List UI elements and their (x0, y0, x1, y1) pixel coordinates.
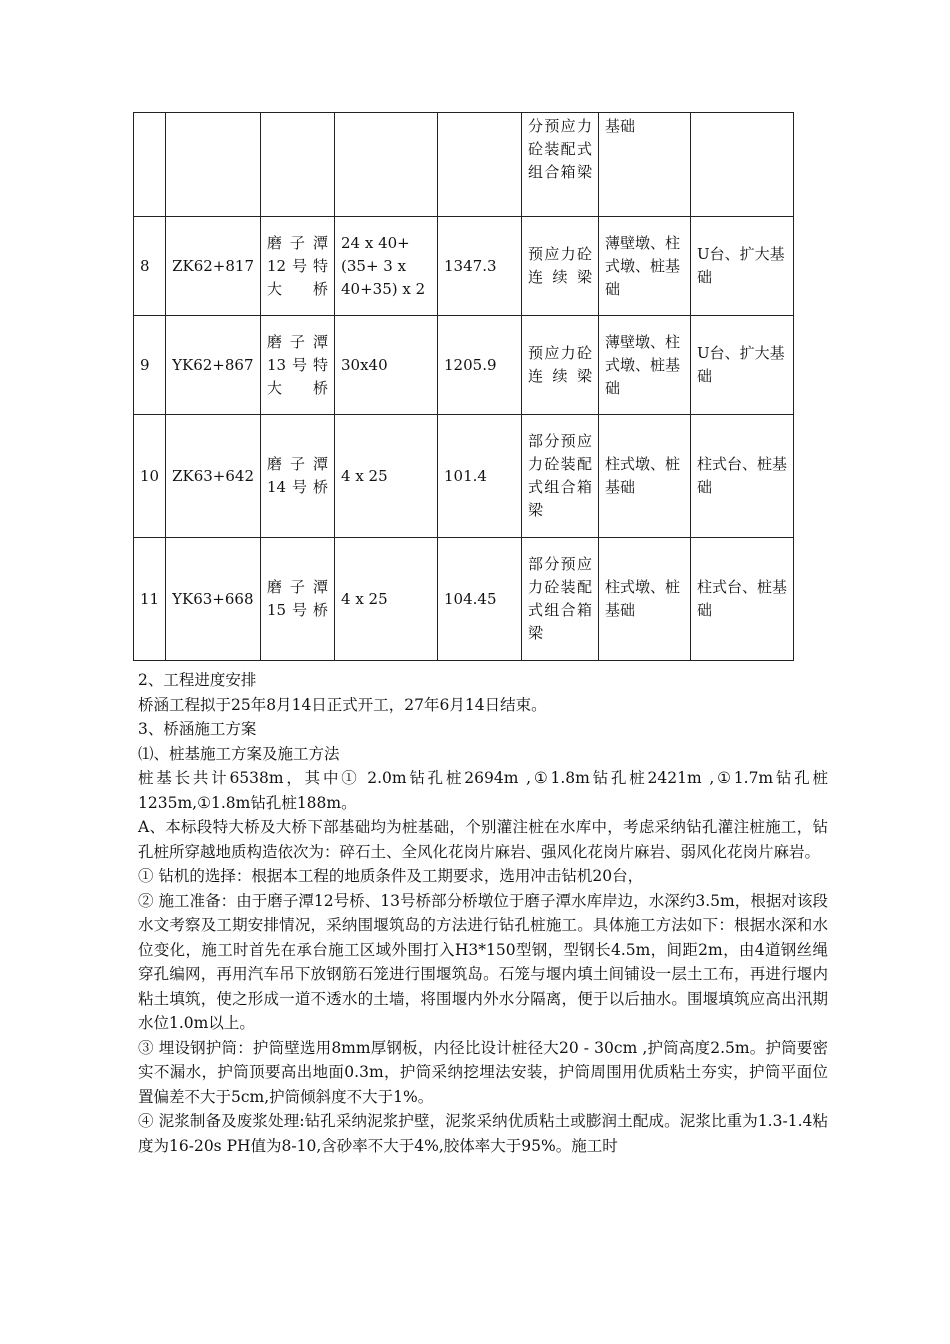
bridge-table (133, 112, 794, 661)
cell-span: 24 x 40+(35+ 3 x 40+35) x 2 (335, 217, 438, 316)
cell-length (438, 113, 522, 217)
body-text (138, 668, 828, 1158)
cell-name (261, 113, 335, 217)
cell-name: 磨子潭13号特大桥 (261, 316, 335, 415)
cell-no: 11 (134, 538, 166, 661)
cell-station: YK62+867 (166, 316, 261, 415)
cell-span: 30x40 (335, 316, 438, 415)
cell-superstructure: 预应力砼连续梁 (522, 217, 599, 316)
item-casing: ③ 埋设钢护筒：护筒壁选用8mm厚钢板，内径比设计桩径大20 - 30cm ,护筒高度2.5m。护筒要密实不漏水，护筒顶要高出地面0.3m，护筒采纳挖埋法安装，护筒周围用优质粘土夯实，护筒平面位置偏差不大于5cm,护筒倾斜度不大于1%。 (138, 1038, 828, 1106)
cell-superstructure: 分预应力砼装配式组合箱梁 (522, 113, 599, 217)
cell-span: 4 x 25 (335, 538, 438, 661)
section-heading-schedule: 2、工程进度安排 (138, 671, 257, 689)
cell-name: 磨子潭15号桥 (261, 538, 335, 661)
table-row (134, 113, 794, 217)
schedule-paragraph: 桥涵工程拟于25年8月14日正式开工，27年6月14日结束。 (138, 695, 547, 714)
item-mud: ④ 泥浆制备及废浆处理:钻孔采纳泥浆护壁，泥浆采纳优质粘土或膨润土配成。泥浆比重为1.3-1.4粘度为16-20s PH值为8-10,含砂率不大于4%,胶体率大于95%。施工时 (138, 1112, 828, 1155)
table-row (134, 538, 794, 661)
cell-substructure: 薄壁墩、柱式墩、桩基础 (599, 316, 691, 415)
cell-no (134, 113, 166, 217)
cell-no: 9 (134, 316, 166, 415)
cell-station (166, 113, 261, 217)
cell-span (335, 113, 438, 217)
table-row (134, 217, 794, 316)
cell-station: YK63+668 (166, 538, 261, 661)
paragraph-a: A、本标段特大桥及大桥下部基础均为桩基础，个别灌注桩在水库中，考虑采纳钻孔灌注桩施工，钻孔桩所穿越地质构造依次为：碎石土、全风化花岗片麻岩、强风化花岗片麻岩、弱风化花岗片麻岩。 (138, 818, 828, 861)
cell-name: 磨子潭12号特大桥 (261, 217, 335, 316)
cell-station: ZK62+817 (166, 217, 261, 316)
section-heading-plan: 3、桥涵施工方案 (138, 720, 257, 738)
cell-substructure: 柱式墩、桩基础 (599, 415, 691, 538)
cell-superstructure: 预应力砼连续梁 (522, 316, 599, 415)
subsection-heading-pile: ⑴、桩基施工方案及施工方法 (138, 744, 340, 763)
cell-substructure: 薄壁墩、柱式墩、桩基础 (599, 217, 691, 316)
cell-span: 4 x 25 (335, 415, 438, 538)
cell-abutment: U台、扩大基础 (691, 316, 794, 415)
cell-station: ZK63+642 (166, 415, 261, 538)
cell-length: 1205.9 (438, 316, 522, 415)
cell-superstructure: 部分预应力砼装配式组合箱梁 (522, 538, 599, 661)
pile-length-paragraph: 桩基长共计6538m，其中① 2.0m钻孔桩2694m ,①1.8m钻孔桩2421m ,①1.7m钻孔桩1235m,①1.8m钻孔桩188m。 (138, 769, 828, 812)
cell-length: 104.45 (438, 538, 522, 661)
cell-abutment: 柱式台、桩基础 (691, 415, 794, 538)
cell-abutment (691, 113, 794, 217)
cell-no: 8 (134, 217, 166, 316)
cell-substructure: 基础 (599, 113, 691, 217)
item-preparation: ② 施工准备：由于磨子潭12号桥、13号桥部分桥墩位于磨子潭水库岸边，水深约3.5m，根据对该段水文考察及工期安排情况，采纳围堰筑岛的方法进行钻孔桩施工。具体施工方法如下：根据水深和水位变化，施工时首先在承台施工区域外围打入H3*150型钢，型钢长4.5m，间距2m，由4道钢丝绳穿孔编网，再用汽车吊下放钢筋石笼进行围堰筑岛。石笼与堰内填土间铺设一层土工布，再进行堰内粘土填筑，使之形成一道不透水的土墙，将围堰内外水分隔离，便于以后抽水。围堰填筑应高出汛期水位1.0m以上。 (138, 891, 828, 1032)
cell-no: 10 (134, 415, 166, 538)
cell-substructure: 柱式墩、桩基础 (599, 538, 691, 661)
cell-superstructure: 部分预应力砼装配式组合箱梁 (522, 415, 599, 538)
cell-name: 磨子潭14号桥 (261, 415, 335, 538)
cell-length: 1347.3 (438, 217, 522, 316)
cell-length: 101.4 (438, 415, 522, 538)
table-row (134, 316, 794, 415)
cell-abutment: 柱式台、桩基础 (691, 538, 794, 661)
item-drill-selection: ① 钻机的选择：根据本工程的地质条件及工期要求，选用冲击钻机20台， (138, 867, 644, 885)
cell-abutment: U台、扩大基础 (691, 217, 794, 316)
table-row (134, 415, 794, 538)
